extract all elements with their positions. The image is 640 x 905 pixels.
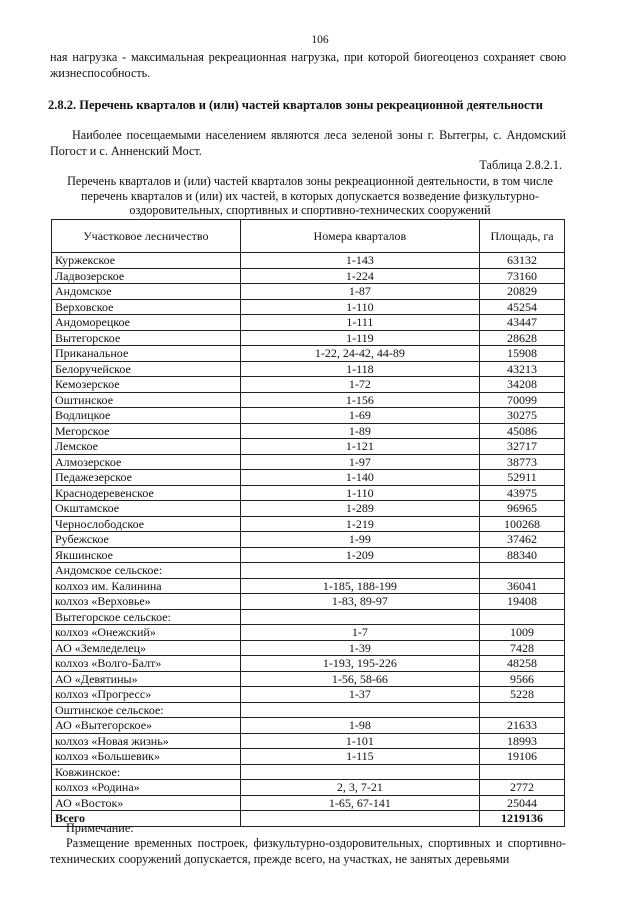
- cell-area: 19106: [480, 749, 565, 765]
- cell-quarters: 1-193, 195-226: [240, 656, 479, 672]
- cell-forestry: Чернослободское: [52, 516, 241, 532]
- table-row: [52, 516, 565, 532]
- table-row: [52, 687, 565, 703]
- cell-quarters: 1-37: [240, 687, 479, 703]
- table-row: [52, 749, 565, 765]
- cell-quarters: 1-87: [240, 284, 479, 300]
- cell-area: 2772: [480, 780, 565, 796]
- forest-quarters-table: [51, 219, 565, 827]
- table-row: [52, 547, 565, 563]
- table-row: [52, 377, 565, 393]
- cell-area: 100268: [480, 516, 565, 532]
- cell-area: 30275: [480, 408, 565, 424]
- cell-quarters: 1-22, 24-42, 44-89: [240, 346, 479, 362]
- cell-quarters: 1-101: [240, 733, 479, 749]
- table-row: [52, 454, 565, 470]
- cell-quarters: 1-56, 58-66: [240, 671, 479, 687]
- table-caption: Перечень кварталов и (или) частей кварталов зоны рекреационной деятельности, в том числе перечень кварталов и (или) их частей, в которых допускается возведение физкультурно-оздоровительных, спортивных и спортивно-технических сооружений: [67, 174, 553, 217]
- table-row: [52, 625, 565, 641]
- cell-area: 19408: [480, 594, 565, 610]
- cell-quarters: [240, 702, 479, 718]
- cell-forestry: Ковжинское:: [52, 764, 241, 780]
- total-area: 1219136: [480, 811, 565, 827]
- cell-area: 36041: [480, 578, 565, 594]
- cell-area: 48258: [480, 656, 565, 672]
- cell-quarters: 1-97: [240, 454, 479, 470]
- cell-area: 18993: [480, 733, 565, 749]
- table-row: [52, 609, 565, 625]
- cell-forestry: Мегорское: [52, 423, 241, 439]
- cell-quarters: 1-118: [240, 361, 479, 377]
- cell-forestry: Алмозерское: [52, 454, 241, 470]
- cell-area: 37462: [480, 532, 565, 548]
- cell-forestry: Водлицкое: [52, 408, 241, 424]
- cell-forestry: Лемское: [52, 439, 241, 455]
- table-row: [52, 594, 565, 610]
- cell-forestry: Ладвозерское: [52, 268, 241, 284]
- note-paragraph: Размещение временных построек, физкультурно-оздоровительных, спортивных и спортивно-технических сооружений допускается, прежде всего, на участках, не занятых деревьями: [50, 836, 566, 866]
- cell-area: 52911: [480, 470, 565, 486]
- cell-quarters: 1-111: [240, 315, 479, 331]
- table-row: [52, 439, 565, 455]
- cell-area: 63132: [480, 253, 565, 269]
- cell-quarters: 1-219: [240, 516, 479, 532]
- cell-forestry: Верховское: [52, 299, 241, 315]
- table-row: [52, 718, 565, 734]
- cell-quarters: [240, 764, 479, 780]
- table-row: [52, 501, 565, 517]
- cell-area: 1009: [480, 625, 565, 641]
- cell-quarters: 1-140: [240, 470, 479, 486]
- table-row: [52, 423, 565, 439]
- table-row: [52, 532, 565, 548]
- table-header-row: [52, 220, 565, 253]
- table-row: [52, 361, 565, 377]
- cell-quarters: 1-7: [240, 625, 479, 641]
- cell-forestry: АО «Земледелец»: [52, 640, 241, 656]
- cell-forestry: Вытегорское: [52, 330, 241, 346]
- cell-quarters: 1-110: [240, 485, 479, 501]
- cell-forestry: Приканальное: [52, 346, 241, 362]
- cell-quarters: 1-156: [240, 392, 479, 408]
- cell-forestry: АО «Девятины»: [52, 671, 241, 687]
- cell-forestry: колхоз «Большевик»: [52, 749, 241, 765]
- cell-quarters: 1-110: [240, 299, 479, 315]
- cell-area: 20829: [480, 284, 565, 300]
- table-row: [52, 733, 565, 749]
- section-heading: 2.8.2. Перечень кварталов и (или) частей кварталов зоны рекреационной деятельности: [48, 98, 543, 112]
- cell-quarters: 1-72: [240, 377, 479, 393]
- cell-quarters: 1-121: [240, 439, 479, 455]
- cell-forestry: Андомское сельское:: [52, 563, 241, 579]
- cell-forestry: Педажезерское: [52, 470, 241, 486]
- cell-forestry: колхоз «Родина»: [52, 780, 241, 796]
- cell-quarters: 1-89: [240, 423, 479, 439]
- table-row: [52, 640, 565, 656]
- cell-area: 73160: [480, 268, 565, 284]
- cell-area: 96965: [480, 501, 565, 517]
- total-label: Всего: [52, 811, 241, 827]
- cell-forestry: Кемозерское: [52, 377, 241, 393]
- cell-quarters: 1-143: [240, 253, 479, 269]
- cell-area: 25044: [480, 795, 565, 811]
- cell-area: [480, 563, 565, 579]
- cell-forestry: Оштинское: [52, 392, 241, 408]
- cell-forestry: Куржекское: [52, 253, 241, 269]
- header-forestry: Участковое лесничество: [52, 220, 241, 253]
- table-row: [52, 656, 565, 672]
- cell-forestry: АО «Вытегорское»: [52, 718, 241, 734]
- table-row: [52, 702, 565, 718]
- cell-area: 15908: [480, 346, 565, 362]
- header-area: Площадь, га: [480, 220, 565, 253]
- cell-quarters: [240, 609, 479, 625]
- table-row: [52, 795, 565, 811]
- table-row: [52, 578, 565, 594]
- cell-forestry: Якшинское: [52, 547, 241, 563]
- table-row: [52, 284, 565, 300]
- table-number: Таблица 2.8.2.1.: [479, 158, 562, 172]
- cell-area: 88340: [480, 547, 565, 563]
- cell-forestry: АО «Восток»: [52, 795, 241, 811]
- cell-quarters: 1-224: [240, 268, 479, 284]
- cell-quarters: 1-115: [240, 749, 479, 765]
- cell-area: 5228: [480, 687, 565, 703]
- note-label: Примечание:: [66, 821, 134, 835]
- cell-area: 7428: [480, 640, 565, 656]
- table-row: [52, 485, 565, 501]
- body-paragraph: Наиболее посещаемыми населением являются леса зеленой зоны г. Вытегры, с. Андомский Погост и с. Анненский Мост.: [50, 128, 566, 158]
- cell-quarters: 1-119: [240, 330, 479, 346]
- cell-quarters: [240, 563, 479, 579]
- cell-forestry: колхоз «Онежский»: [52, 625, 241, 641]
- table-row: [52, 764, 565, 780]
- cell-area: [480, 764, 565, 780]
- cell-area: 21633: [480, 718, 565, 734]
- cell-area: 34208: [480, 377, 565, 393]
- table-row: [52, 268, 565, 284]
- cell-forestry: Окштамское: [52, 501, 241, 517]
- cell-quarters: 1-289: [240, 501, 479, 517]
- cell-area: 28628: [480, 330, 565, 346]
- cell-area: [480, 609, 565, 625]
- header-quarters: Номера кварталов: [240, 220, 479, 253]
- cell-area: 43447: [480, 315, 565, 331]
- cell-forestry: Андомское: [52, 284, 241, 300]
- cell-area: 32717: [480, 439, 565, 455]
- intro-paragraph: ная нагрузка - максимальная рекреационная нагрузка, при которой биогеоценоз сохраняет свою жизнеспособность.: [50, 50, 566, 80]
- table-row: [52, 408, 565, 424]
- cell-forestry: Оштинское сельское:: [52, 702, 241, 718]
- table-row: [52, 330, 565, 346]
- cell-area: 38773: [480, 454, 565, 470]
- table-row: [52, 563, 565, 579]
- table-row: [52, 780, 565, 796]
- table-row: [52, 299, 565, 315]
- cell-quarters: 1-39: [240, 640, 479, 656]
- cell-quarters: 1-209: [240, 547, 479, 563]
- cell-area: 43975: [480, 485, 565, 501]
- cell-area: 45254: [480, 299, 565, 315]
- total-quarters: [240, 811, 479, 827]
- cell-forestry: колхоз «Верховье»: [52, 594, 241, 610]
- table-row: [52, 671, 565, 687]
- cell-quarters: 1-65, 67-141: [240, 795, 479, 811]
- cell-forestry: Белоручейское: [52, 361, 241, 377]
- cell-forestry: колхоз им. Калинина: [52, 578, 241, 594]
- cell-forestry: колхоз «Новая жизнь»: [52, 733, 241, 749]
- cell-area: [480, 702, 565, 718]
- cell-quarters: 2, 3, 7-21: [240, 780, 479, 796]
- table-row: [52, 346, 565, 362]
- cell-quarters: 1-98: [240, 718, 479, 734]
- table-row: [52, 470, 565, 486]
- cell-quarters: 1-99: [240, 532, 479, 548]
- cell-forestry: колхоз «Прогресс»: [52, 687, 241, 703]
- cell-quarters: 1-185, 188-199: [240, 578, 479, 594]
- cell-area: 43213: [480, 361, 565, 377]
- cell-quarters: 1-69: [240, 408, 479, 424]
- cell-forestry: Вытегорское сельское:: [52, 609, 241, 625]
- page-number: 106: [311, 34, 329, 46]
- cell-forestry: колхоз «Волго-Балт»: [52, 656, 241, 672]
- cell-forestry: Краснодеревенское: [52, 485, 241, 501]
- cell-area: 45086: [480, 423, 565, 439]
- table-row: [52, 392, 565, 408]
- cell-forestry: Рубежское: [52, 532, 241, 548]
- cell-area: 9566: [480, 671, 565, 687]
- table-row: [52, 315, 565, 331]
- cell-area: 70099: [480, 392, 565, 408]
- cell-quarters: 1-83, 89-97: [240, 594, 479, 610]
- table-row: [52, 253, 565, 269]
- cell-forestry: Андоморецкое: [52, 315, 241, 331]
